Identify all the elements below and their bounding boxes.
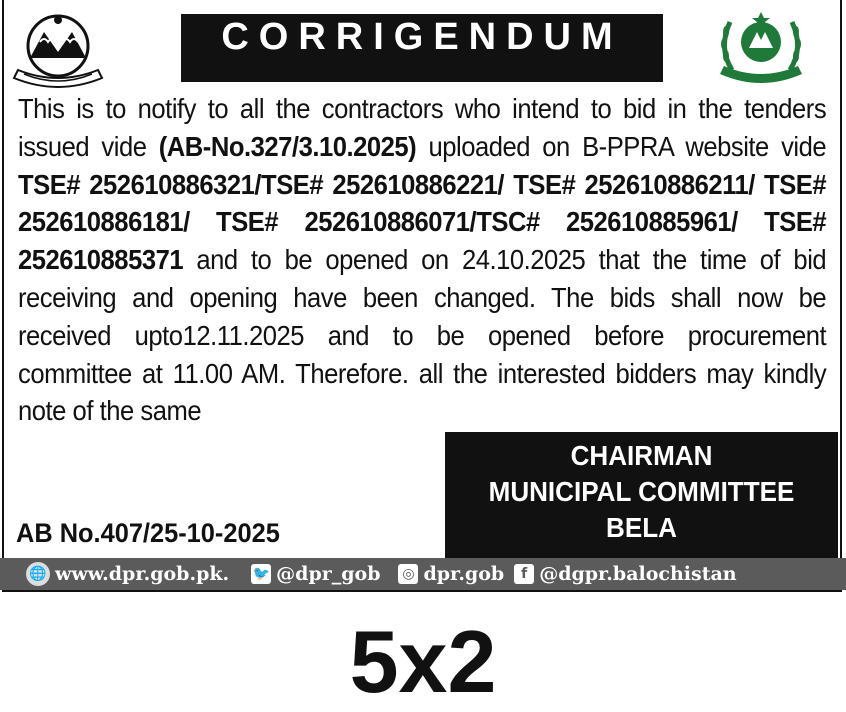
notice-body [18,90,826,430]
advertisement-reference: AB No.407/25-10-2025 [16,518,280,548]
balochistan-emblem-icon [10,8,106,90]
twitter-icon: 🐦 [252,566,270,582]
globe-icon: 🌐 [26,562,50,586]
tse-number-list: TSE# 252610886321/TSE# 252610886221/ TSE# 252610886211/ TSE# 252610886181/ TSE# 252610886071/TSC# 252610885961/ TSE# 252610885371 [18,168,827,276]
title-banner [181,14,663,82]
signature-block [445,432,838,558]
footer-facebook[interactable] [514,563,736,585]
notice-text-part-3: and to be opened on 24.10.2025 that the time of bid receiving and opening have been changed. The bids shall now be received upto12.11.2025 and to be opened before procurement committee at 11.00 AM. Therefore. all the interested bidders may kindly note of the same [18,244,827,427]
footer-twitter[interactable] [251,563,380,585]
footer-strip [0,558,846,590]
ab-number-reference: (AB-No.327/3.10.2025) [158,130,417,162]
facebook-icon: f [514,564,534,584]
notice-text-part-1: This is to notify to all the contractors who intend to bid in the tenders issued vide [18,93,827,162]
instagram-icon: ◎ [398,564,418,584]
notice-text-part-2: uploaded on B-PPRA website vide [416,130,827,162]
signature-title: CHAIRMAN [570,440,713,471]
footer-website[interactable] [26,562,229,586]
twitter-handle: @dpr_gob [276,563,381,585]
instagram-handle: dpr.gob [423,563,505,585]
signature-location: BELA [606,512,677,543]
website-text: www.dpr.gob.pk. [55,563,230,585]
signature-office: MUNICIPAL COMMITTEE [488,476,795,507]
page-title: CORRIGENDUM [221,15,623,58]
facebook-handle: @dgpr.balochistan [539,563,737,585]
municipal-wreath-emblem-icon [712,8,810,88]
ad-size-label: 5x2 [349,612,497,711]
footer-instagram[interactable] [398,563,504,585]
